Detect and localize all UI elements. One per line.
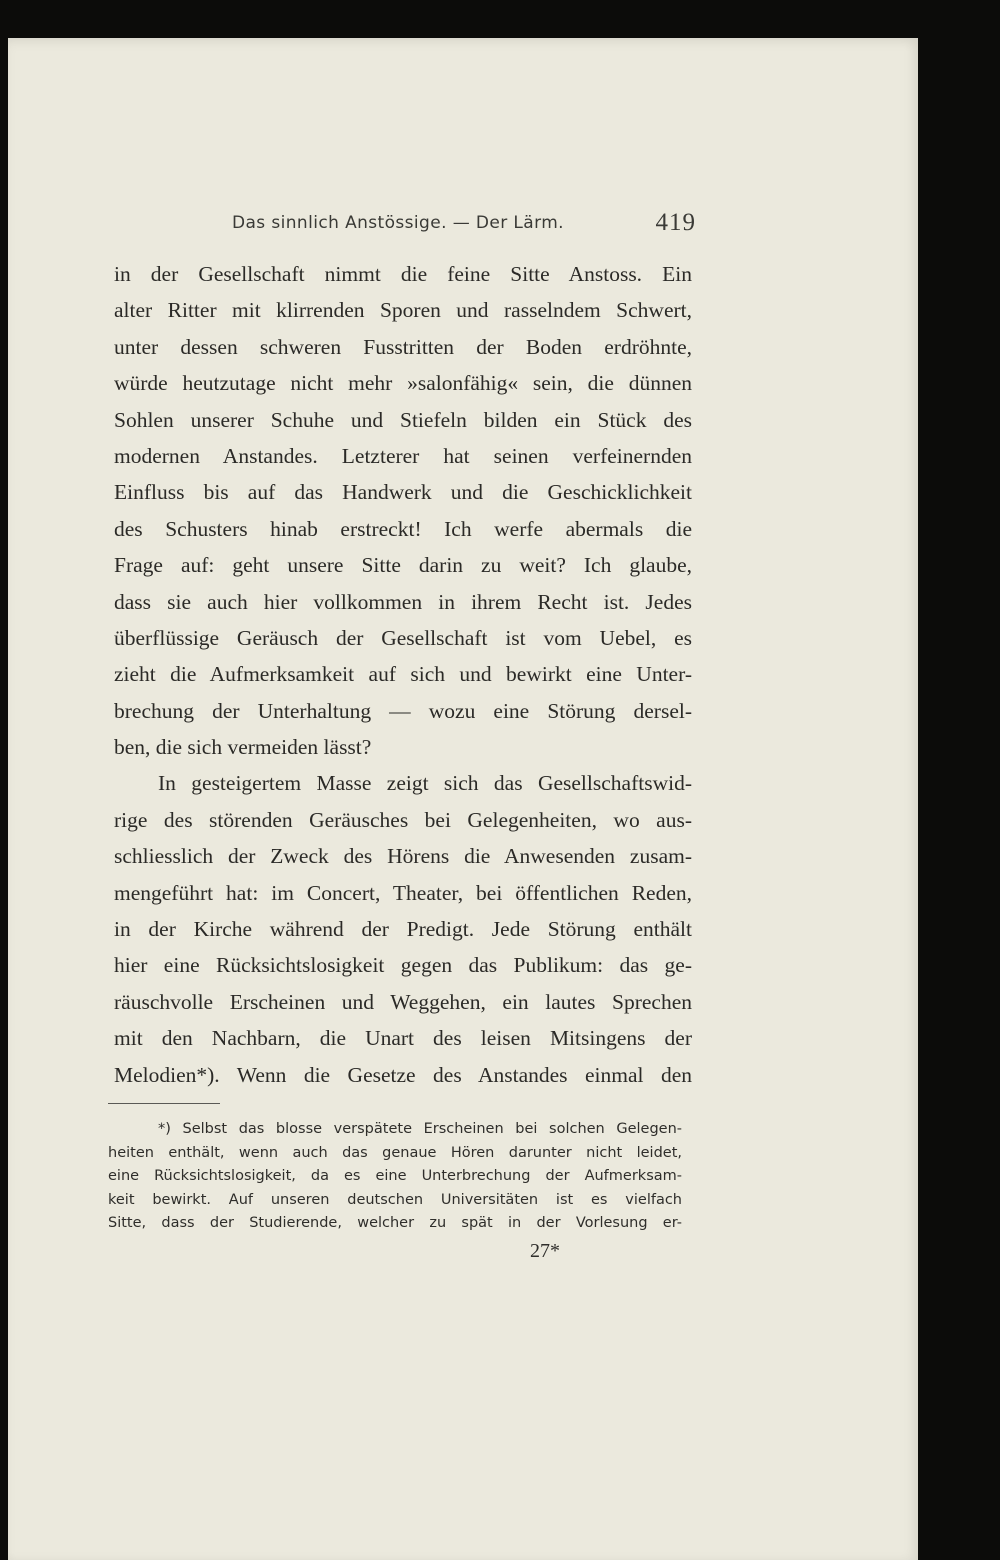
text-line: Sohlen unserer Schuhe und Stiefeln bilden ein Stück des: [114, 407, 692, 432]
text-line: Frage auf: geht unsere Sitte darin zu weit? Ich glaube,: [114, 553, 692, 578]
text-line: ben, die sich vermeiden lässt?: [114, 735, 372, 760]
footnote-line: Sitte, dass der Studierende, welcher zu spät in der Vorlesung er-: [108, 1215, 682, 1231]
text-line: rige des störenden Geräusches bei Gelegenheiten, wo aus-: [114, 807, 692, 832]
footnote-line: heiten enthält, wenn auch das genaue Hören darunter nicht leidet,: [108, 1144, 682, 1161]
text-line: in der Kirche während der Predigt. Jede Störung enthält: [114, 917, 692, 942]
footnote-line: eine Rücksichtslosigkeit, da es eine Unterbrechung der Aufmerksam-: [108, 1168, 682, 1184]
text-line: Einfluss bis auf das Handwerk und die Geschicklichkeit: [114, 480, 692, 505]
text-line: in der Gesellschaft nimmt die feine Sitte Anstoss. Ein: [114, 262, 692, 286]
text-line: mengeführt hat: im Concert, Theater, bei öffentlichen Reden,: [114, 880, 692, 905]
text-line: mit den Nachbarn, die Unart des leisen Mitsingens der: [114, 1026, 692, 1051]
text-line: Melodien*). Wenn die Gesetze des Anstandes einmal den: [114, 1062, 692, 1087]
text-line: zieht die Aufmerksamkeit auf sich und bewirkt eine Unter-: [114, 662, 692, 687]
footnote-line: *) Selbst das blosse verspätete Erscheinen bei solchen Gelegen-: [158, 1121, 682, 1137]
footnote: [108, 1118, 682, 1236]
text-line: In gesteigertem Masse zeigt sich das Gesellschaftswid-: [158, 771, 692, 796]
text-line: würde heutzutage nicht mehr »salonfähig« sein, die dünnen: [114, 371, 692, 396]
text-line: räuschvolle Erscheinen und Weggehen, ein lautes Sprechen: [114, 989, 692, 1014]
body-text: [114, 256, 692, 1093]
text-line: alter Ritter mit klirrenden Sporen und rasselndem Schwert,: [114, 298, 692, 323]
text-line: schliesslich der Zweck des Hörens die Anwesenden zusam-: [114, 844, 692, 869]
text-line: des Schusters hinab erstreckt! Ich werfe abermals die: [114, 516, 692, 541]
running-head: Das sinnlich Anstössige. — Der Lärm.: [232, 213, 564, 233]
text-line: dass sie auch hier vollkommen in ihrem Recht ist. Jedes: [114, 589, 692, 614]
footnote-line: keit bewirkt. Auf unseren deutschen Universitäten ist es vielfach: [108, 1191, 682, 1208]
text-line: modernen Anstandes. Letzterer hat seinen verfeinernden: [114, 443, 692, 468]
text-line: unter dessen schweren Fusstritten der Boden erdröhnte,: [114, 334, 692, 359]
signature-mark: 27*: [530, 1240, 560, 1262]
text-line: hier eine Rücksichtslosigkeit gegen das Publikum: das ge-: [114, 953, 692, 978]
footnote-rule: [108, 1103, 220, 1104]
text-line: brechung der Unterhaltung — wozu eine Störung dersel-: [114, 698, 692, 723]
page-header: [232, 207, 696, 247]
page-number: 419: [655, 209, 696, 236]
text-line: überflüssige Geräusch der Gesellschaft ist vom Uebel, es: [114, 625, 692, 650]
